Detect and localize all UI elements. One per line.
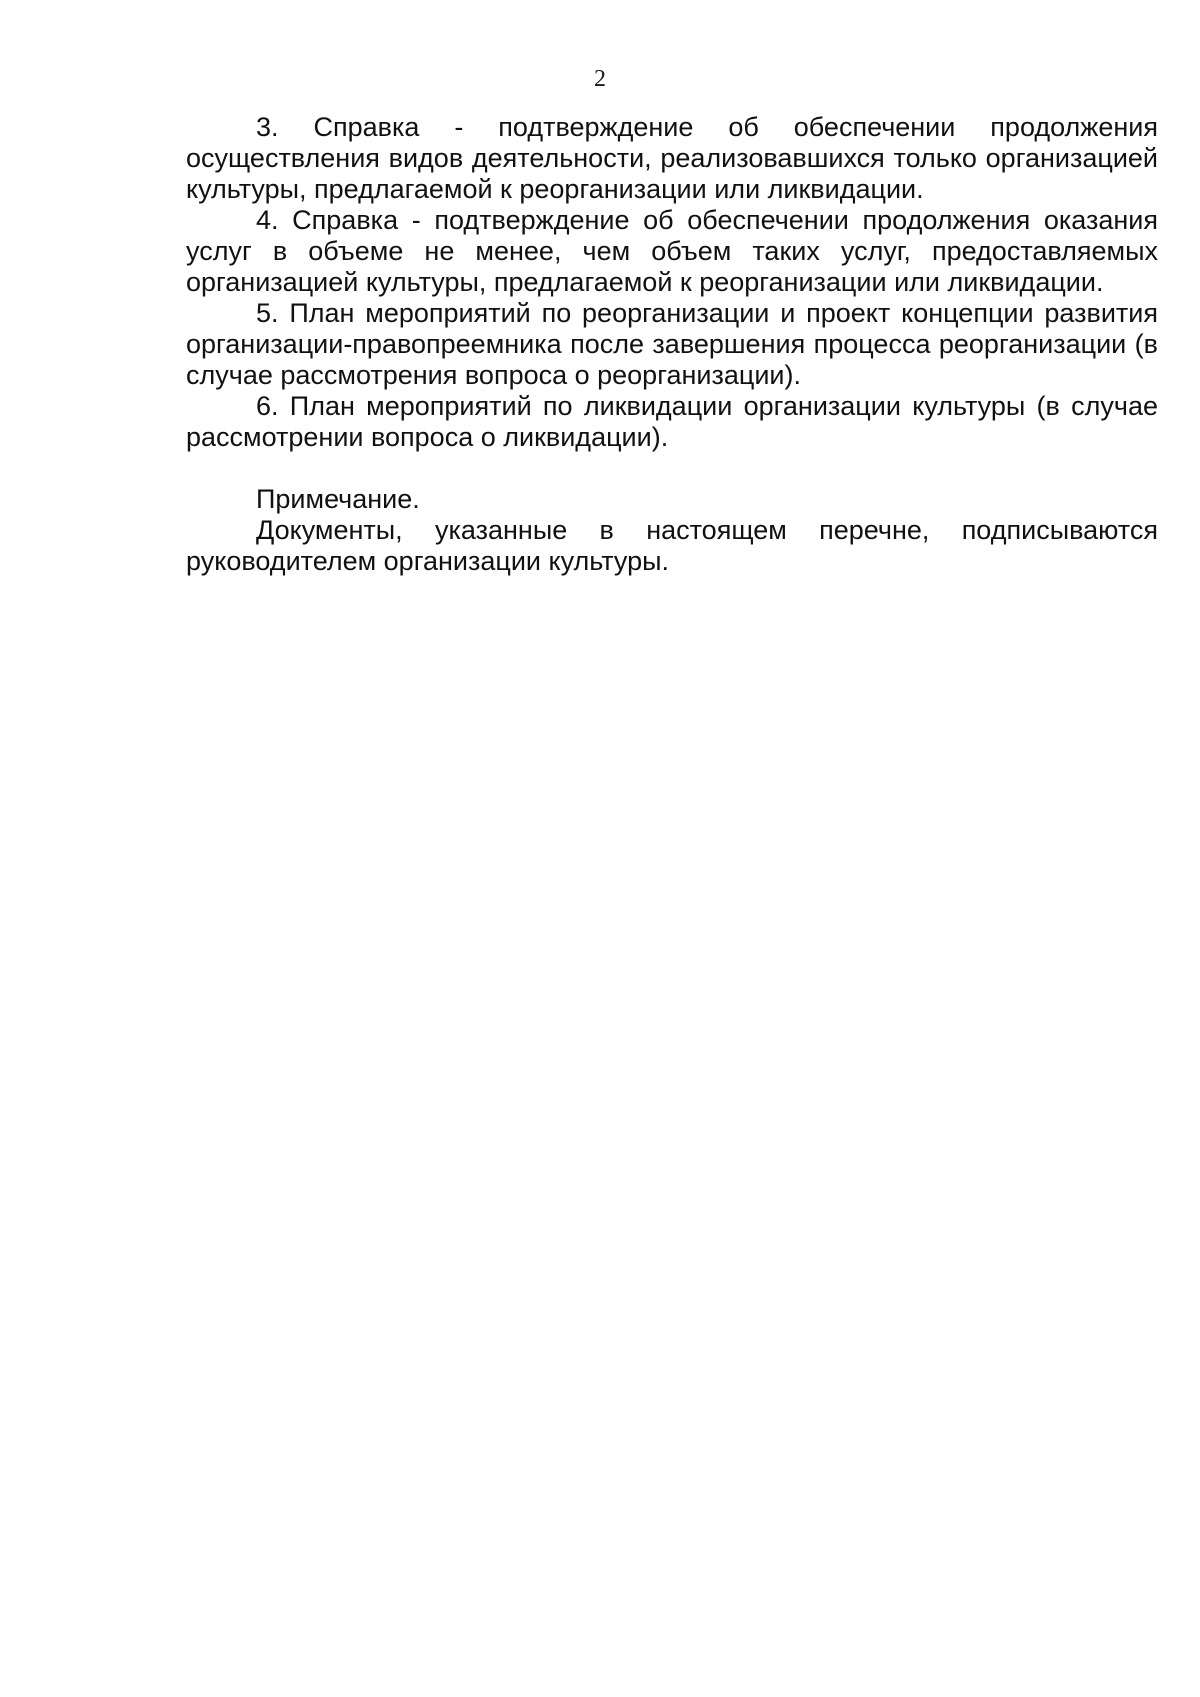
list-item-6: 6. План мероприятий по ликвидации организации культуры (в случае рассмотрении вопроса о ликвидации). bbox=[186, 391, 1158, 452]
note-text: Документы, указанные в настоящем перечне, подписываются руководителем организации культуры. bbox=[186, 515, 1158, 576]
list-item-3: 3. Справка - подтверждение об обеспечении продолжения осуществления видов деятельности, реализовавшихся только организацией культуры, предлагаемой к реорганизации или ликвидации. bbox=[186, 112, 1158, 204]
list-item-4: 4. Справка - подтверждение об обеспечении продолжения оказания услуг в объеме не менее, чем объем таких услуг, предоставляемых организацией культуры, предлагаемой к реорганизации или ликвидации. bbox=[186, 205, 1158, 297]
page-number: 2 bbox=[594, 66, 606, 92]
document-body bbox=[186, 112, 1158, 577]
note-section bbox=[186, 484, 1158, 577]
list-item-5: 5. План мероприятий по реорганизации и проект концепции развития организации-правопреемника после завершения процесса реорганизации (в случае рассмотрения вопроса о реорганизации). bbox=[186, 298, 1158, 390]
note-title: Примечание. bbox=[256, 484, 420, 514]
